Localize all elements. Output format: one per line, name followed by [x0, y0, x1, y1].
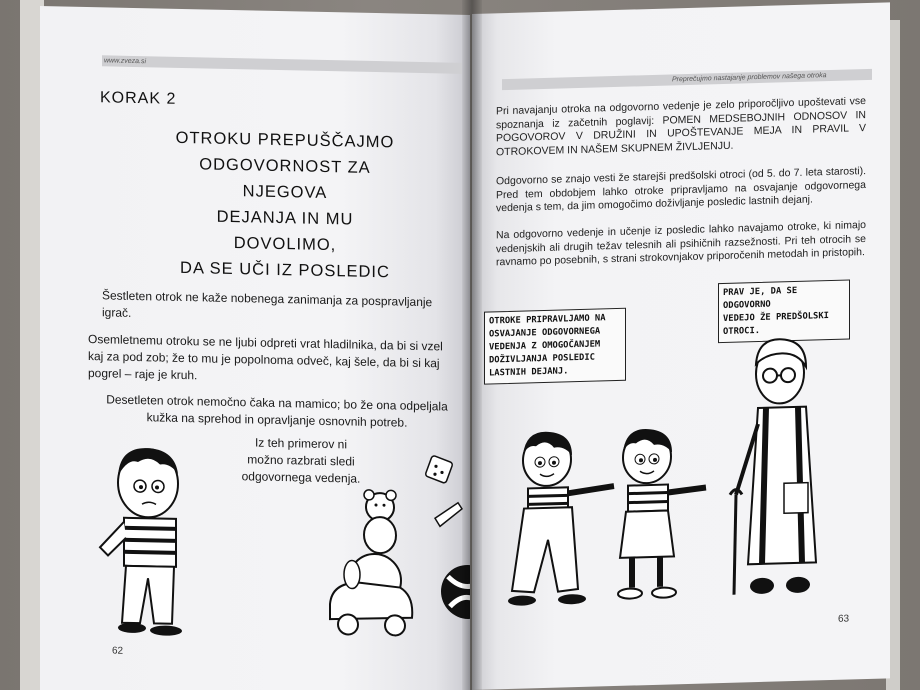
left-header: www.zveza.si — [104, 57, 147, 66]
two-boys-illustration — [502, 425, 722, 621]
paragraph: Na odgovorno vedenje in učenje iz posledic lahko navajamo otroke, ki nimajo vedenjskih ali drugih težav telesnih ali psihičnih razsežnosti. Pri teh otrocih se ravnamo po posebnih, s strani strokovnjakov priporočenih metodah in pristopih. — [496, 218, 866, 269]
step-label: KORAK 2 — [100, 89, 177, 108]
title-line: OTROKU PREPUŠČAJMO — [175, 128, 395, 152]
book-gutter-shadow — [462, 0, 482, 690]
callout-line: OTROKE PRIPRAVLJAMO NA — [489, 313, 606, 327]
right-page — [472, 2, 890, 690]
paragraph: Osemletnemu otroku se ne ljubi odpreti vrat hladilnika, da bi si vzel kaj za pod zob; že to mu je popolnoma odveč, kaj šele, da bi si kaj pogrel – raje je kruh. — [88, 332, 443, 383]
paragraph: Iz teh primerov ni možno razbrati sledi odgovornega vedenja. — [241, 435, 361, 486]
paragraph: Pri navajanju otroka na odgovorno vedenje je zelo priporočljivo upoštevati vse spoznanja iz začetnih poglavij: POMEN MEDSEBOJNIH ODNOSOV IN POGOVOROV V DRUŽINI IN UPOŠTEVANJE MEJA IN PRAVIL V OTROKOVEM IN NAŠEM SKUPNEM ŽIVLJENJU. — [496, 94, 866, 158]
chapter-title — [170, 125, 400, 286]
title-line: DEJANJA IN MU DOVOLIMO, — [216, 207, 354, 255]
callout-line: OSVAJANJE ODGOVORNEGA — [489, 326, 601, 340]
callout-line: VEDENJA Z OMOGOČANJEM — [489, 339, 601, 353]
title-line: DA SE UČI IZ POSLEDIC — [180, 258, 390, 282]
paragraph: Odgovorno se znajo vesti že starejši predšolski otroci (od 5. do 7. leta starosti). Pred tem obdobjem lahko otroke pripravljamo na osvajanje odgovornega vedenja s tem, da jim omogočimo doživljanje posledic lastnih dejanj. — [496, 164, 866, 215]
grandmother-illustration — [722, 322, 842, 605]
callout-line: PRAV JE, DA SE ODGOVORNO — [723, 285, 798, 311]
callout-line: DOŽIVLJANJA POSLEDIC — [489, 352, 595, 366]
page-number: 62 — [112, 645, 124, 657]
callout-box-left — [484, 308, 626, 385]
paragraph: Desetleten otrok nemočno čaka na mamico; bo že ona odpeljala kužka na sprehod in opravljanje osnovnih potreb. — [106, 392, 448, 430]
boy-illustration — [90, 437, 210, 640]
callout-line: LASTNIH DEJANJ. — [489, 366, 569, 379]
right-header: Preprečujmo nastajanje problemov našega otroka — [672, 72, 827, 84]
title-line: ODGOVORNOST ZA NJEGOVA — [199, 155, 371, 203]
callout-line: VEDEJO ŽE PREDŠOLSKI OTROCI. — [723, 311, 829, 337]
left-page — [40, 6, 470, 690]
page-number: 63 — [838, 613, 850, 625]
header-bar — [102, 55, 462, 74]
paragraph: Šestleten otrok ne kaže nobenega zanimanja za pospravljanje igrač. — [102, 288, 433, 320]
toys-illustration — [290, 453, 470, 647]
